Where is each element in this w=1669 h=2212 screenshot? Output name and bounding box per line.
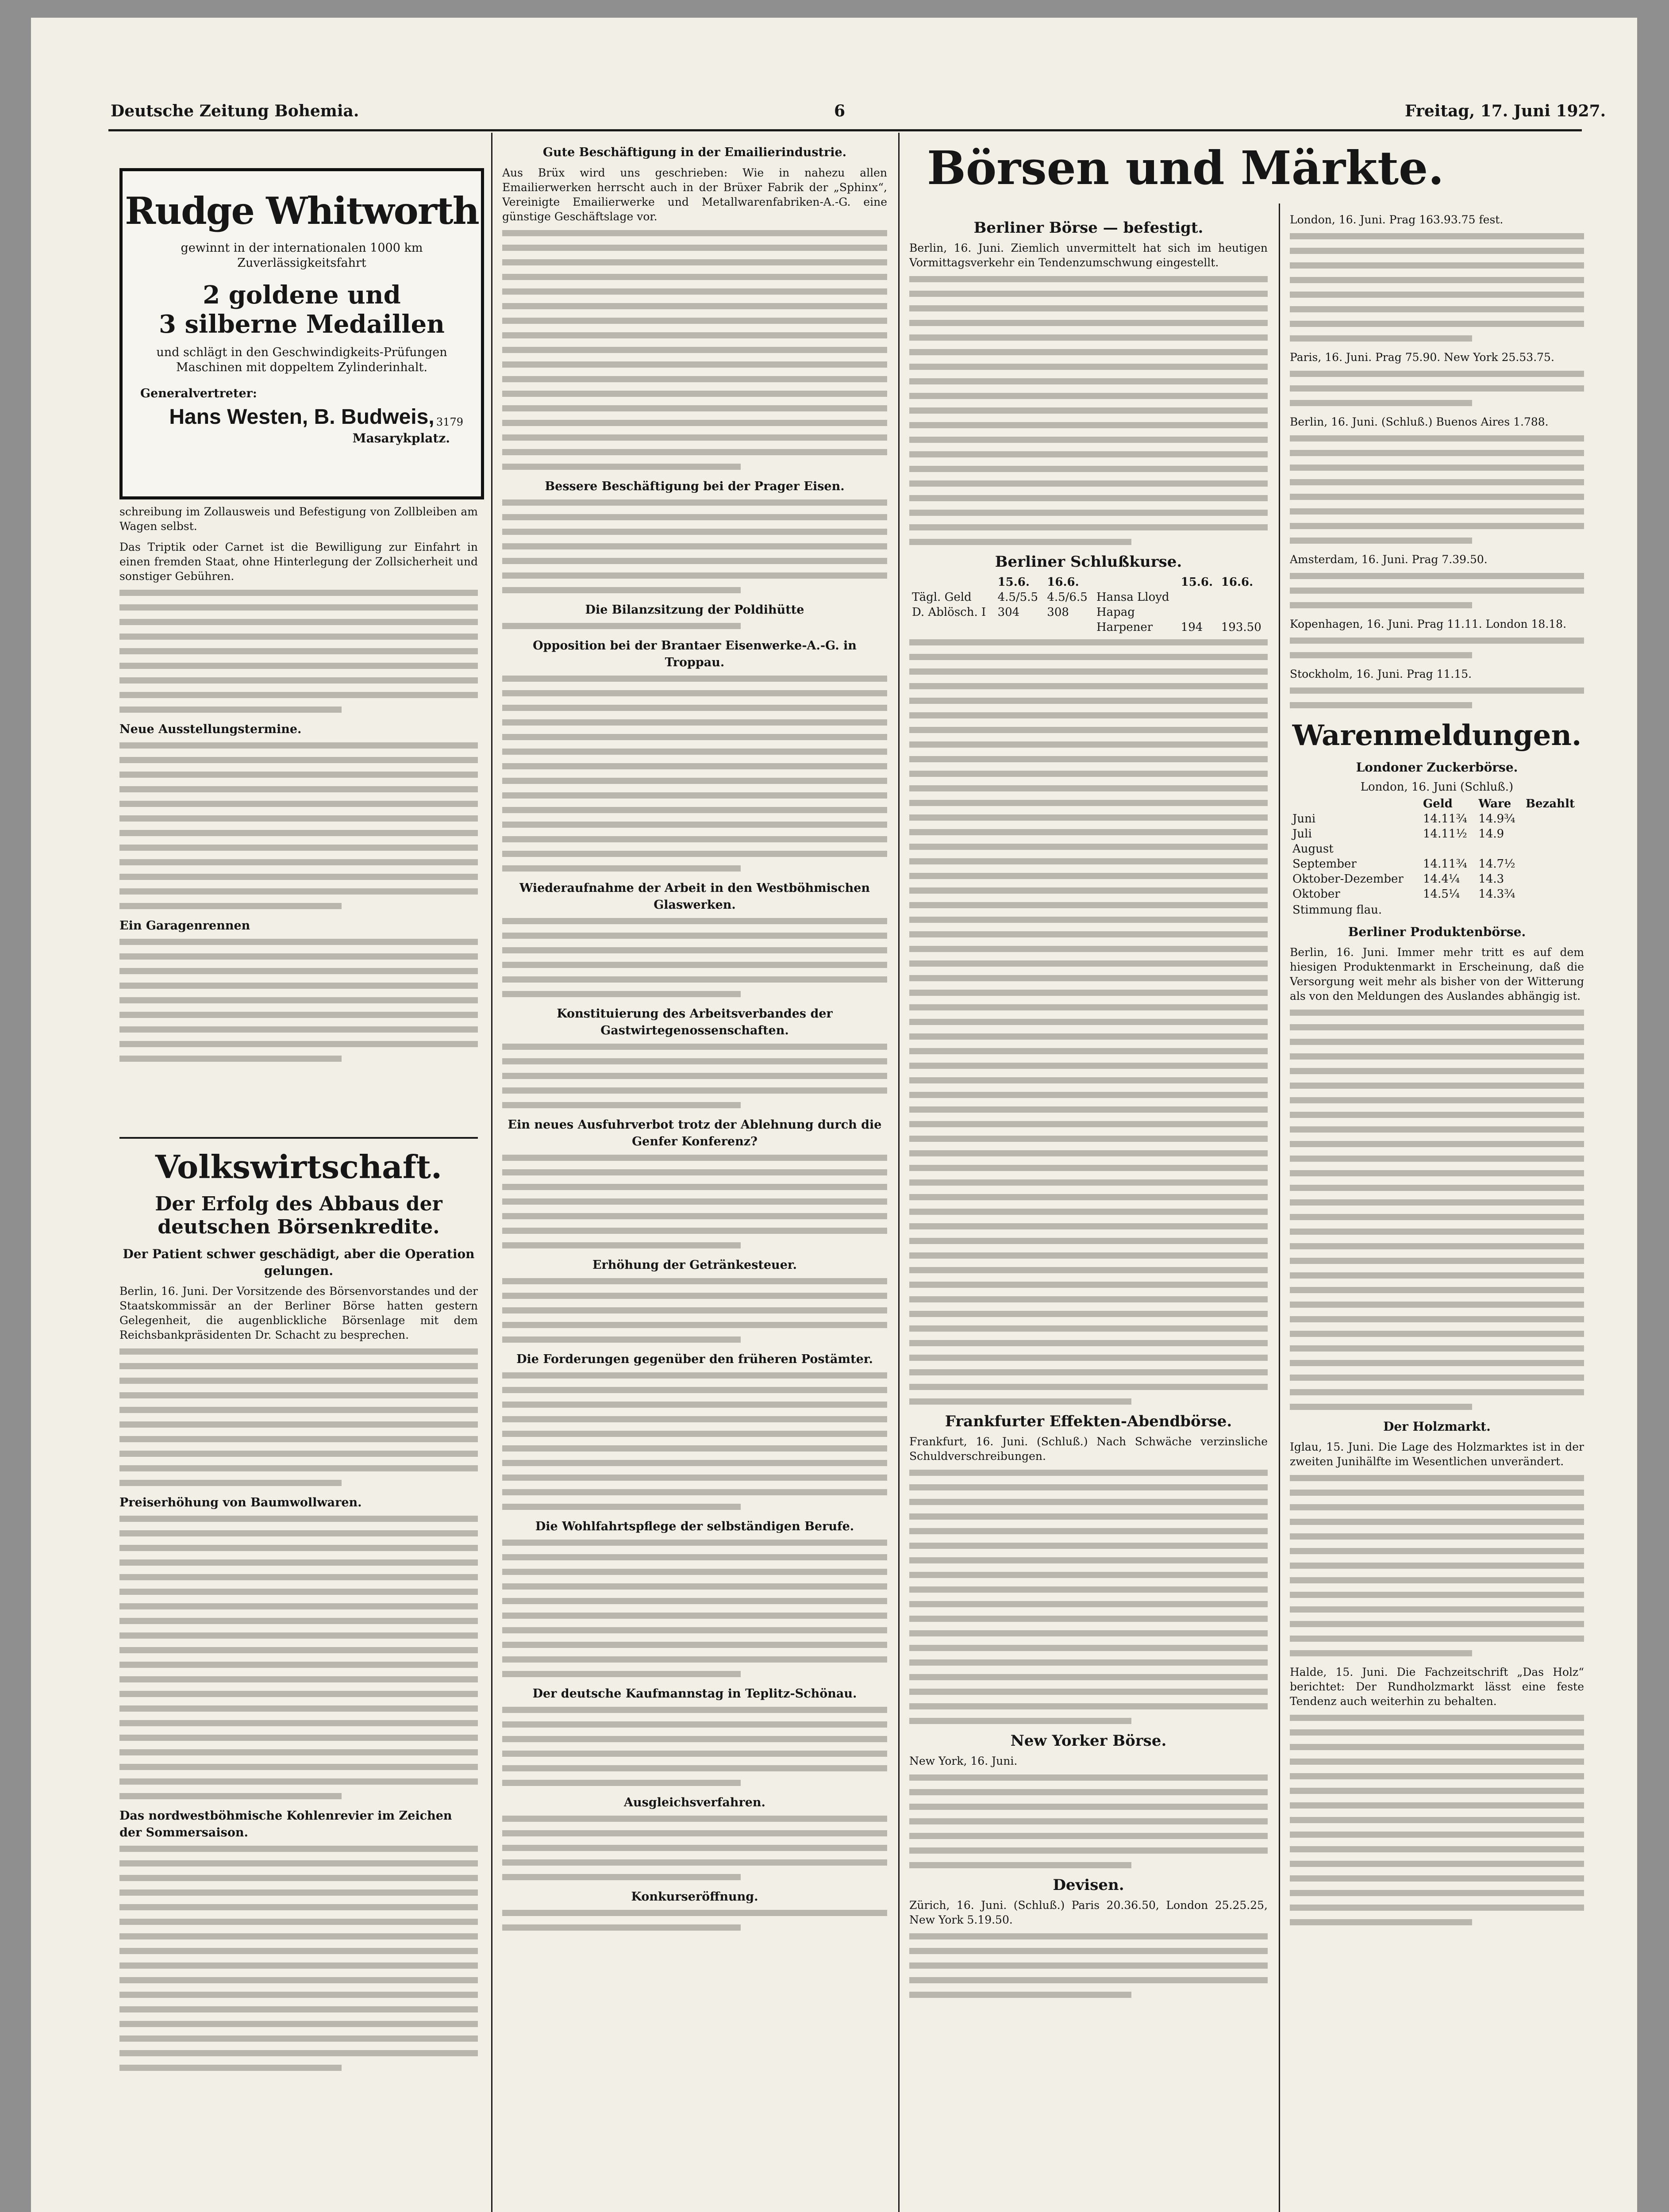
- advertisement: [119, 168, 484, 499]
- article-heading: Wiederaufnahme der Arbeit in den Westböhmischen Glaswerken.: [519, 881, 870, 912]
- table-cell: Oktober-Dezember: [1292, 872, 1404, 886]
- article-text: Berlin, 16. Juni. Immer mehr tritt es auf dem hiesigen Produktenmarkt in Erscheinung, daß die Versorgung weit mehr als bisher von der Witterung als von den Meldungen des Auslandes abhängig ist.: [1290, 946, 1584, 1002]
- table-cell: Hapag: [1096, 606, 1135, 619]
- ad-code: 3179: [436, 416, 463, 428]
- table-cell: 14.11¾: [1423, 812, 1467, 826]
- article-heading: Die Wohlfahrtspflege der selbständigen Berufe.: [535, 1520, 854, 1533]
- article-text: Das Triptik oder Carnet ist die Bewilligung zur Einfahrt in einen fremden Staat, ohne Hinterlegung der Zollsicherheit und sonstiger Gebühren.: [119, 541, 478, 583]
- article-heading: Bessere Beschäftigung bei der Prager Eisen.: [545, 480, 845, 493]
- table-cell: 4.5/6.5: [1047, 591, 1088, 604]
- table-row: [1290, 811, 1584, 826]
- article-heading: Londoner Zuckerbörse.: [1356, 760, 1518, 775]
- newspaper-page: [31, 18, 1637, 2212]
- table-cell: Harpener: [1096, 621, 1153, 634]
- article-heading: Das nordwestböhmische Kohlenrevier im Zeichen der Sommersaison.: [119, 1809, 452, 1839]
- column-2: [502, 137, 887, 2212]
- table-row: [909, 605, 1268, 620]
- article-heading: Ein Garagenrennen: [119, 919, 250, 933]
- report-dateline: London, 16. Juni (Schluß.): [1360, 780, 1514, 794]
- article-heading: Opposition bei der Brantaer Eisenwerke-A.-G. in Troppau.: [533, 639, 857, 669]
- article-heading: Berliner Börse — befestigt.: [973, 219, 1204, 237]
- table-cell: 4.5/5.5: [997, 591, 1038, 604]
- section-title: Börsen und Märkte.: [927, 141, 1444, 195]
- table-cell: 194: [1181, 621, 1203, 634]
- table-cell: [995, 620, 1045, 635]
- article-heading: New Yorker Börse.: [1010, 1732, 1167, 1750]
- ad-medals: 3 silberne Medaillen: [159, 310, 445, 339]
- article-heading: Devisen.: [1053, 1876, 1124, 1894]
- table-row: [1290, 872, 1584, 887]
- article-heading: Erhöhung der Getränkesteuer.: [592, 1258, 797, 1272]
- article-text: Halde, 15. Juni. Die Fachzeitschrift „Das Holz“ berichtet: Der Rundholzmarkt lässt eine feste Tendenz auch weiterhin zu behalten.: [1290, 1666, 1584, 1708]
- market-report: Berlin, 16. Juni. (Schluß.) Buenos Aires 1.788.: [1290, 415, 1549, 428]
- table-row: [1290, 841, 1584, 856]
- column-divider: [898, 133, 900, 2212]
- issue-date: Freitag, 17. Juni 1927.: [1405, 102, 1606, 120]
- table-header: Bezahlt: [1526, 797, 1575, 810]
- table-cell: [1219, 590, 1268, 605]
- article-heading: Die Bilanzsitzung der Poldihütte: [585, 603, 804, 617]
- article-heading: Ausgleichsverfahren.: [624, 1796, 765, 1809]
- table-cell: [1523, 811, 1584, 826]
- ad-rep-name: Hans Westen, B. Budweis,: [169, 405, 435, 429]
- article-text: New York, 16. Juni.: [909, 1755, 1018, 1767]
- table-cell: [909, 620, 995, 635]
- table-cell: 14.7½: [1478, 857, 1515, 871]
- table-cell: Oktober: [1292, 887, 1340, 901]
- boersen-title-block: [909, 135, 1584, 210]
- article-heading: Konstituierung des Arbeitsverbandes der Gastwirtegenossenschaften.: [557, 1007, 833, 1037]
- table-cell: 14.9: [1478, 827, 1504, 841]
- table-cell: D. Ablösch. I: [912, 606, 986, 619]
- table-cell: 308: [1047, 606, 1069, 619]
- table-cell: 14.5¼: [1423, 887, 1460, 901]
- market-mood: Stimmung flau.: [1292, 903, 1382, 917]
- table-cell: [1523, 826, 1584, 841]
- article-heading: Ein neues Ausfuhrverbot trotz der Ablehnung durch die Genfer Konferenz?: [508, 1118, 882, 1148]
- table-header: Ware: [1478, 797, 1511, 810]
- table-cell: [1219, 605, 1268, 620]
- table-cell: Tägl. Geld: [912, 591, 972, 604]
- table-row: [1290, 826, 1584, 841]
- article-text: Zürich, 16. Juni. (Schluß.) Paris 20.36.50, London 25.25.25, New York 5.19.50.: [909, 1899, 1268, 1926]
- table-header: 15.6.: [997, 576, 1030, 589]
- table-cell: [1178, 590, 1219, 605]
- table-header: [909, 575, 995, 590]
- article-heading: Preiserhöhung von Baumwollwaren.: [119, 1496, 362, 1509]
- column-divider: [1279, 204, 1280, 2212]
- column-divider: [491, 133, 492, 2212]
- ad-text: gewinnt in der internationalen 1000 km Zuverlässigkeitsfahrt: [181, 241, 423, 270]
- article-heading: Der deutsche Kaufmannstag in Teplitz-Schönau.: [532, 1687, 857, 1701]
- section-title: Volkswirtschaft.: [155, 1148, 442, 1186]
- article-text: Iglau, 15. Juni. Die Lage des Holzmarktes ist in der zweiten Junihälfte im Wesentlichen unverändert.: [1290, 1440, 1584, 1468]
- table-cell: 14.3¾: [1478, 887, 1515, 901]
- ad-text: und schlägt in den Geschwindigkeits-Prüfungen Maschinen mit doppeltem Zylinderinhalt.: [156, 346, 447, 374]
- table-cell: [1178, 605, 1219, 620]
- table-header: 16.6.: [1047, 576, 1079, 589]
- stock-table: [909, 575, 1268, 635]
- table-header: 16.6.: [1221, 576, 1254, 589]
- header-rule: [108, 129, 1582, 131]
- ad-brand: Rudge Whitworth: [125, 189, 479, 233]
- sugar-table: [1290, 796, 1584, 902]
- section-rule: [119, 1137, 478, 1139]
- article-text: Frankfurt, 16. Juni. (Schluß.) Nach Schwäche verzinsliche Schuldverschreibungen.: [909, 1435, 1268, 1463]
- market-report: Stockholm, 16. Juni. Prag 11.15.: [1290, 668, 1472, 680]
- table-cell: [1523, 887, 1584, 902]
- article-text: Aus Brüx wird uns geschrieben: Wie in nahezu allen Emailierwerken herrscht auch in der Brüxer Fabrik der „Sphinx“, Vereinigte Emailierwerke und Metallwarenfabriken-A.-G. eine günstige Geschäftslage vor.: [502, 166, 887, 223]
- article-heading: Berliner Produktenbörse.: [1348, 925, 1526, 939]
- column-3: [909, 212, 1268, 2212]
- table-cell: Juli: [1292, 827, 1312, 841]
- table-cell: [1476, 841, 1523, 856]
- page-number: 6: [834, 102, 846, 120]
- article-heading: Neue Ausstellungstermine.: [119, 722, 302, 736]
- table-cell: 14.11¾: [1423, 857, 1467, 871]
- table-header: Geld: [1423, 797, 1453, 810]
- column-4: [1290, 212, 1584, 2212]
- table-row: [909, 620, 1268, 635]
- table-cell: [1523, 872, 1584, 887]
- ad-rep-label: Generalvertreter:: [140, 387, 257, 400]
- column-1-upper: [119, 504, 478, 1133]
- table-row: [1290, 856, 1584, 872]
- market-report: Amsterdam, 16. Juni. Prag 7.39.50.: [1290, 553, 1488, 566]
- table-cell: 193.50: [1221, 621, 1261, 634]
- table-cell: 14.3: [1478, 872, 1504, 886]
- ad-rep-address: Masarykplatz.: [352, 431, 450, 445]
- table-header: 15.6.: [1181, 576, 1213, 589]
- table-cell: Juni: [1292, 812, 1316, 826]
- table-row: [909, 590, 1268, 605]
- section-title: Warenmeldungen.: [1292, 719, 1582, 752]
- article-text: Berlin, 16. Juni. Der Vorsitzende des Börsenvorstandes und der Staatskommissär an der Berliner Börse hatten gestern Gelegenheit, die augenblickliche Börsenlage mit dem Reichsbankpräsidenten Dr. Schacht zu besprechen.: [119, 1285, 478, 1341]
- article-text: Berlin, 16. Juni. Ziemlich unvermittelt hat sich im heutigen Vormittagsverkehr ein Tendenzumschwung eingestellt.: [909, 242, 1268, 269]
- ad-medals: 2 goldene und: [203, 280, 401, 310]
- table-cell: 14.4¼: [1423, 872, 1460, 886]
- table-cell: August: [1292, 842, 1334, 856]
- market-report: London, 16. Juni. Prag 163.93.75 fest.: [1290, 213, 1504, 226]
- article-heading: Frankfurter Effekten-Abendbörse.: [945, 1413, 1232, 1430]
- table-cell: [1523, 856, 1584, 872]
- article-heading: Der Holzmarkt.: [1383, 1419, 1491, 1434]
- article-heading: Die Forderungen gegenüber den früheren Postämter.: [516, 1352, 873, 1366]
- table-cell: [1044, 620, 1094, 635]
- table-cell: September: [1292, 857, 1357, 871]
- article-heading: Konkurseröffnung.: [631, 1890, 758, 1904]
- column-1-lower: [119, 1144, 478, 2212]
- table-cell: 304: [997, 606, 1020, 619]
- table-row: [1290, 887, 1584, 902]
- market-report: Paris, 16. Juni. Prag 75.90. New York 25.53.75.: [1290, 351, 1554, 364]
- subheadline: Der Patient schwer geschädigt, aber die Operation gelungen.: [123, 1247, 475, 1278]
- article-heading: Gute Beschäftigung in der Emailierindustrie.: [542, 146, 847, 159]
- paper-name: Deutsche Zeitung Bohemia.: [111, 102, 359, 120]
- table-cell: 14.11½: [1423, 827, 1467, 841]
- market-report: Kopenhagen, 16. Juni. Prag 11.11. London 18.18.: [1290, 618, 1567, 630]
- article-heading: Berliner Schlußkurse.: [995, 553, 1182, 571]
- table-header: [1094, 575, 1178, 590]
- headline: Der Erfolg des Abbaus der deutschen Börsenkredite.: [155, 1193, 442, 1238]
- table-cell: [1420, 841, 1476, 856]
- table-cell: Hansa Lloyd: [1096, 591, 1169, 604]
- article-text: schreibung im Zollausweis und Befestigung von Zollbleiben am Wagen selbst.: [119, 505, 478, 533]
- table-cell: 14.9¾: [1478, 812, 1515, 826]
- table-cell: [1523, 841, 1584, 856]
